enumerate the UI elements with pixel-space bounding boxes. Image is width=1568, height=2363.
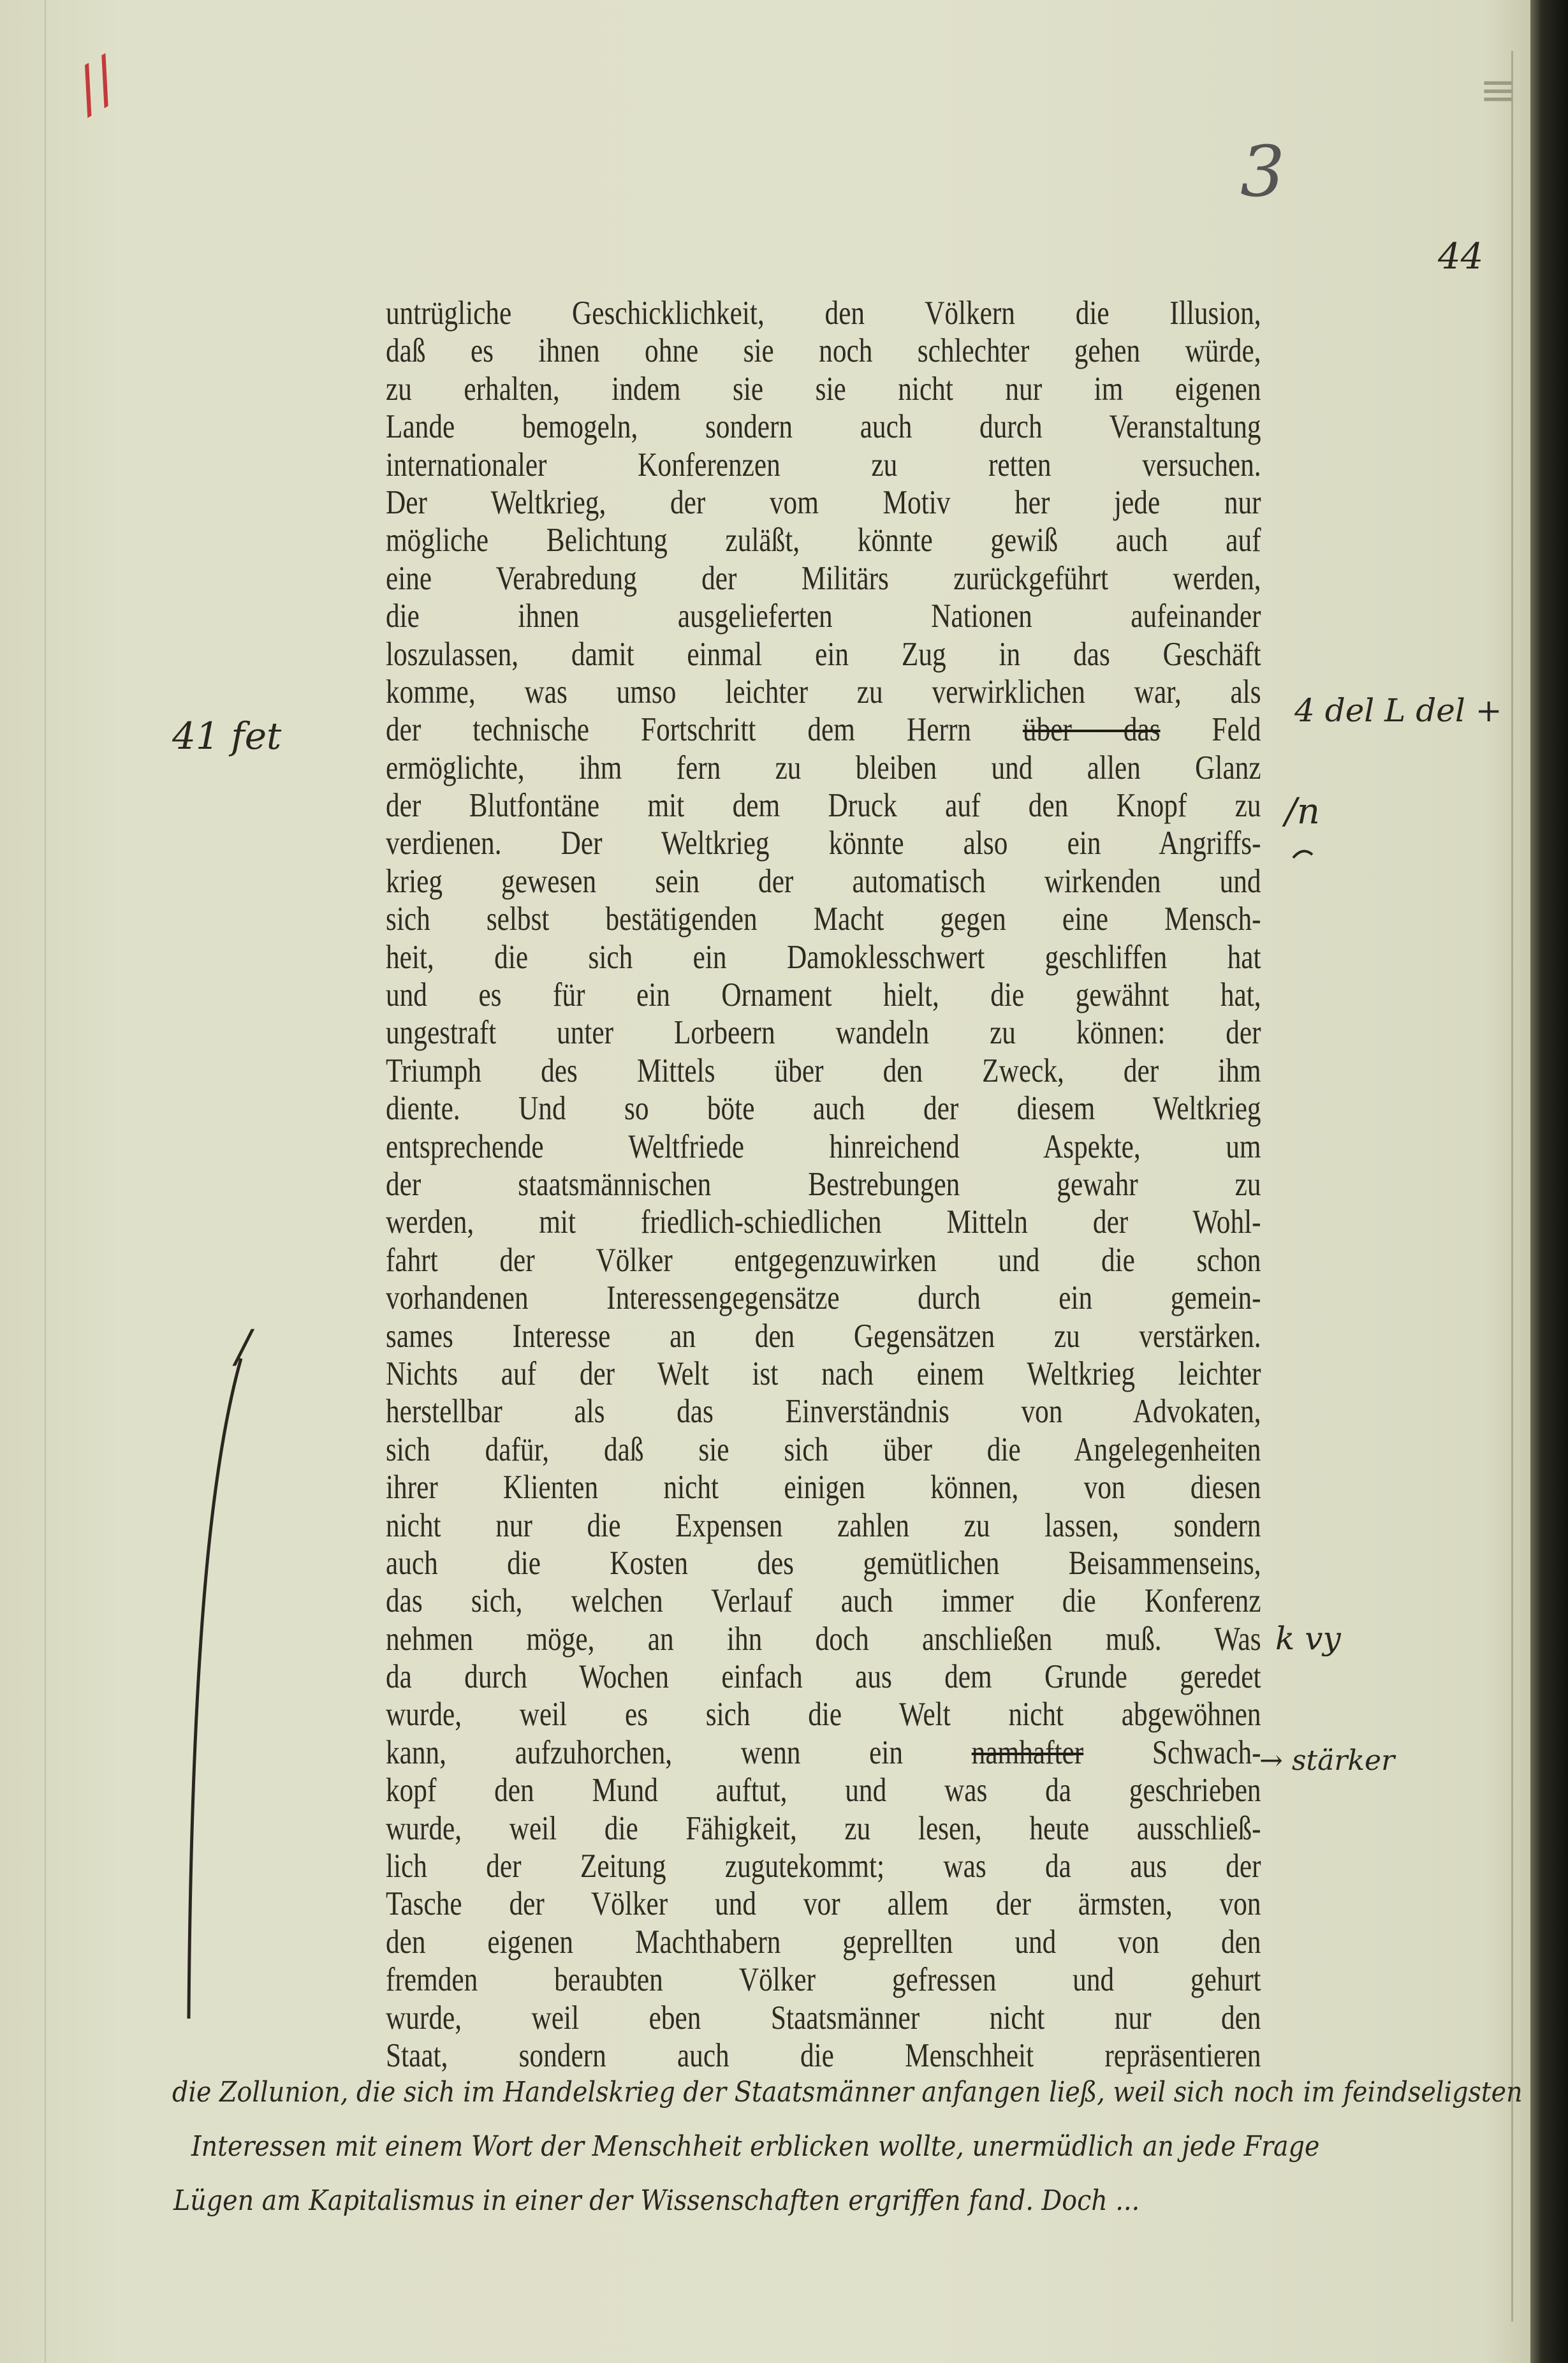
struck-text: namhafter — [971, 1734, 1084, 1771]
margin-slash: / — [236, 1320, 251, 1373]
text-segment: der technische Fortschritt dem Herrn — [386, 711, 1023, 749]
text-segment: ihrer Klienten nicht einigen können, von diesen — [386, 1469, 1261, 1506]
text-segment: wurde, weil eben Staatsmänner nicht nur den — [386, 1999, 1261, 2036]
text-segment: entsprechende Weltfriede hinreichend Aspekte, um — [386, 1128, 1261, 1165]
text-segment: nicht nur die Expensen zahlen zu lassen, sondern — [386, 1506, 1261, 1544]
text-segment: sich dafür, daß sie sich über die Angelegenheiten — [386, 1431, 1261, 1468]
text-segment: loszulassen, damit einmal ein Zug in das Geschäft — [386, 635, 1261, 673]
text-segment: wurde, weil es sich die Welt nicht abgewöhnen — [386, 1696, 1261, 1734]
text-segment: mögliche Belichtung zuläßt, könnte gewiß auch auf — [386, 522, 1261, 559]
text-segment: fahrt der Völker entgegenzuwirken und die schon — [386, 1241, 1261, 1279]
text-segment: da durch Wochen einfach aus dem Grunde geredet — [386, 1658, 1261, 1696]
text-segment: und es für ein Ornament hielt, die gewähnt hat, — [386, 976, 1261, 1014]
text-segment: das sich, welchen Verlauf auch immer die Konferenz — [386, 1582, 1261, 1620]
text-segment: Staat, sondern auch die Menschheit repräsentieren — [386, 2036, 1261, 2074]
text-segment: herstellbar als das Einverständnis von Advokaten, — [386, 1393, 1261, 1431]
text-segment: ungestraft unter Lorbeern wandeln zu können: der — [386, 1014, 1261, 1052]
text-segment: werden, mit friedlich-schiedlichen Mitteln der Wohl- — [386, 1204, 1261, 1241]
text-segment: Nichts auf der Welt ist nach einem Weltkrieg leichter — [386, 1355, 1261, 1392]
text-segment: vorhandenen Interessengegensätze durch ein gemein- — [386, 1279, 1261, 1317]
text-segment: lich der Zeitung zugutekommt; was da aus der — [386, 1848, 1261, 1885]
text-segment: zu erhalten, indem sie sie nicht nur im eigenen — [386, 370, 1261, 408]
text-segment: die ihnen ausgelieferten Nationen aufeinander — [386, 598, 1261, 635]
text-segment: Der Weltkrieg, der vom Motiv her jede nur — [386, 483, 1261, 521]
text-segment: eine Verabredung der Militärs zurückgeführt werden, — [386, 559, 1261, 597]
text-segment: den eigenen Machthabern geprellten und von den — [386, 1923, 1261, 1961]
text-segment: ermöglichte, ihm fern zu bleiben und allen Glanz — [386, 749, 1261, 786]
text-segment: verdienen. Der Weltkrieg könnte also ein Angriffs- — [386, 825, 1261, 862]
text-segment: sich selbst bestätigenden Macht gegen eine Mensch- — [386, 901, 1261, 938]
handwritten-page-number: 3 — [1240, 131, 1285, 212]
text-segment: untrügliche Geschicklichkeit, den Völkern die Illusion, — [386, 295, 1261, 332]
text-segment: der staatsmännischen Bestrebungen gewahr zu — [386, 1165, 1261, 1203]
margin-note-starker: → stärker — [1259, 1744, 1395, 1777]
text-segment: heit, die sich ein Damoklesschwert geschliffen hat — [386, 938, 1261, 976]
red-mark: // — [62, 45, 129, 124]
struck-text: über das — [1022, 711, 1161, 749]
text-segment: Schwach- — [1083, 1734, 1261, 1771]
text-segment: Feld — [1160, 711, 1261, 749]
text-segment: fremden beraubten Völker gefressen und gehurt — [386, 1961, 1261, 1999]
text-segment: Tasche der Völker und vor allem der ärmsten, von — [386, 1885, 1261, 1923]
folio-number: 44 — [1438, 236, 1484, 277]
bottom-note-line-1: die Zollunion, die sich im Handelskrieg der Staatsmänner anfangen ließ, weil sich noch im feindseligsten — [172, 2076, 1523, 2109]
bottom-note-line-2: Interessen mit einem Wort der Menschheit erblicken wollte, unermüdlich an jede Frage — [191, 2130, 1320, 2163]
text-segment: der Blutfontäne mit dem Druck auf den Knopf zu — [386, 787, 1261, 825]
margin-note-n: /n — [1285, 791, 1320, 832]
text-segment: Lande bemogeln, sondern auch durch Veranstaltung — [386, 408, 1261, 446]
text-segment: kann, aufzuhorchen, wenn ein — [386, 1734, 972, 1771]
text-segment: sames Interesse an den Gegensätzen zu verstärken. — [386, 1317, 1261, 1355]
text-segment: internationaler Konferenzen zu retten versuchen. — [386, 446, 1261, 483]
text-segment: wurde, weil die Fähigkeit, zu lesen, heute ausschließ- — [386, 1809, 1261, 1847]
corner-mark: ≡ — [1479, 64, 1517, 116]
bottom-note-line-3: Lügen am Kapitalismus in einer der Wissenschaften ergriffen fand. Doch ... — [173, 2184, 1140, 2217]
margin-note-k: k vy — [1275, 1620, 1341, 1657]
text-segment: Triumph des Mittels über den Zweck, der ihm — [386, 1052, 1261, 1089]
margin-note-left: 41 fet — [172, 714, 282, 758]
text-segment: nehmen möge, an ihn doch anschließen muß. Was — [386, 1620, 1261, 1658]
text-segment: komme, was umso leichter zu verwirklichen war, als — [386, 673, 1261, 710]
text-segment: krieg gewesen sein der automatisch wirkenden und — [386, 862, 1261, 900]
text-segment: auch die Kosten des gemütlichen Beisammenseins, — [386, 1544, 1261, 1582]
margin-note-delete: 4 del L del + — [1294, 692, 1502, 729]
text-segment: daß es ihnen ohne sie noch schlechter gehen würde, — [386, 332, 1261, 370]
text-segment: kopf den Mund auftut, und was da geschrieben — [386, 1772, 1261, 1809]
text-segment: diente. Und so böte auch der diesem Weltkrieg — [386, 1090, 1261, 1128]
